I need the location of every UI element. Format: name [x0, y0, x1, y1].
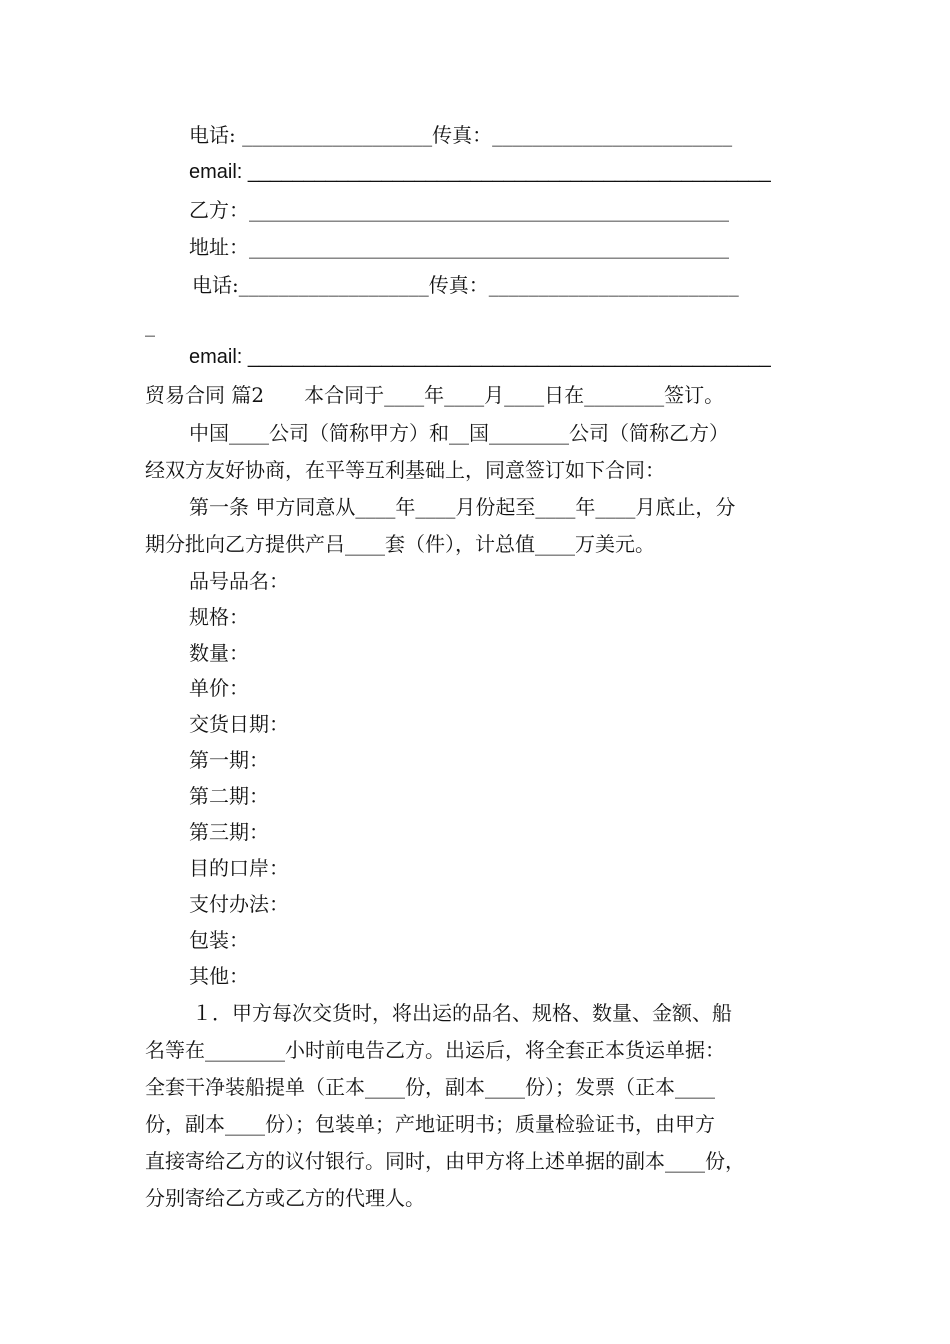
text-line: 期分批向乙方提供产吕____套（件），计总值____万美元。: [145, 532, 655, 556]
text-line: 数量：: [189, 641, 249, 665]
text-line: 第三期：: [189, 820, 269, 844]
text-line: 直接寄给乙方的议付银行。同时，由甲方将上述单据的副本____份，: [145, 1149, 745, 1173]
text-line: 全套干净装船提单（正本____份，副本____份）；发票（正本____: [145, 1075, 715, 1099]
text-line: 其他：: [189, 964, 249, 988]
text-line: 品号品名：: [189, 569, 289, 593]
text-line: 名等在________小时前电告乙方。出运后，将全套正本货运单据：: [145, 1038, 725, 1062]
text-line: 份，副本____份）；包装单；产地证明书；质量检验证书，由甲方: [145, 1112, 715, 1136]
text-line: 贸易合同 篇2 本合同于____年____月____日在________签订。: [145, 383, 725, 407]
text-line: 乙方：________________________________________________: [189, 198, 729, 222]
text-line: 第一期：: [189, 748, 269, 772]
text-line: 第二期：: [189, 784, 269, 808]
text-line: 电话:___________________传真：_________________________: [192, 273, 739, 297]
text-line: 交货日期：: [189, 712, 289, 736]
text-line: １．甲方每次交货时，将出运的品名、规格、数量、金额、船: [192, 1001, 732, 1025]
text-line: 包装：: [189, 928, 249, 952]
text-line: 经双方友好协商，在平等互利基础上，同意签订如下合同：: [145, 458, 665, 482]
text-line: 分别寄给乙方或乙方的代理人。: [145, 1186, 425, 1210]
text-line: _: [145, 313, 155, 337]
text-line: 第一条 甲方同意从____年____月份起至____年____月底止，分: [189, 495, 736, 519]
text-line: email: _______________________________________________: [189, 161, 771, 183]
text-line: 支付办法：: [189, 892, 289, 916]
text-line: 电话: ___________________传真：________________________: [189, 123, 733, 147]
text-line: 规格：: [189, 605, 249, 629]
text-line: 地址：________________________________________________: [189, 235, 729, 259]
text-line: email: _______________________________________________: [189, 346, 771, 368]
text-line: 目的口岸：: [189, 856, 289, 880]
text-line: 中国____公司（简称甲方）和__国________公司（简称乙方）: [189, 421, 729, 445]
text-line: 单价：: [189, 676, 249, 700]
